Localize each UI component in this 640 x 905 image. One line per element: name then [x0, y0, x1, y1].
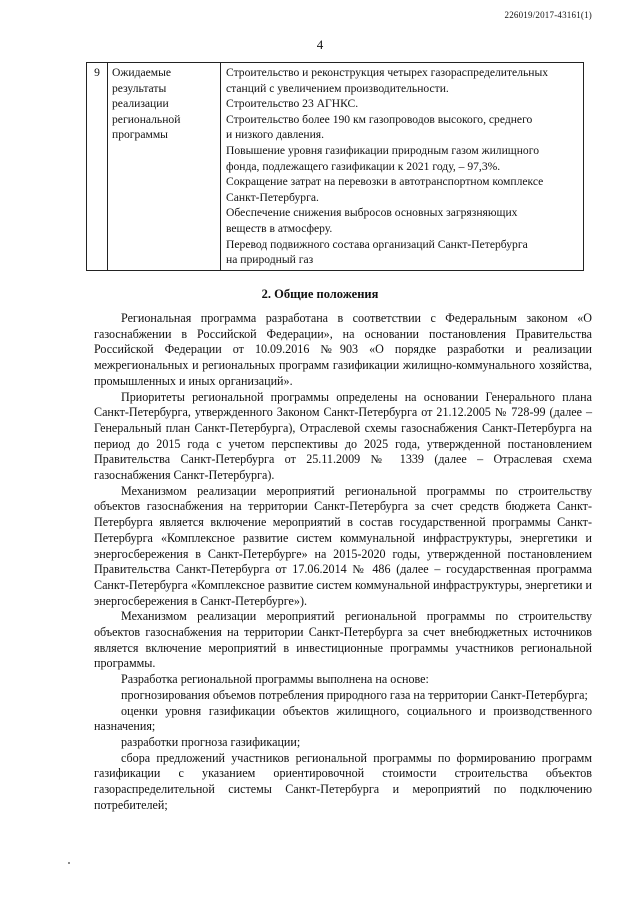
table-row [87, 63, 584, 271]
row-content [221, 63, 584, 271]
paragraph: прогнозирования объемов потребления природного газа на территории Санкт-Петербурга; [121, 687, 588, 702]
content-line: станций с увеличением производительности. [226, 81, 449, 95]
document-id: 226019/2017-43161(1) [504, 10, 592, 20]
results-table [86, 62, 584, 271]
paragraph: разработки прогноза газификации; [121, 734, 301, 749]
label-line: программы [112, 128, 168, 142]
section-body [94, 311, 592, 814]
paragraph: Региональная программа разработана в соответствии с Федеральным законом «О газоснабжении в Российской Федерации», на основании постановления Правительства Российской Федерации от 10.09.2016 №903 «О порядке разработки и реализации межрегиональных и региональных программ газификации жилищно-коммунального хозяйства, промышленных и иных организаций». [94, 311, 592, 388]
paragraph: Механизмом реализации мероприятий региональной программы по строительству объектов газоснабжения на территории Санкт-Петербурга за счет средств бюджета Санкт-Петербурга является включение мероприятий в состав государственной программы Санкт-Петербурга «Комплексное развитие систем коммунальной инфраструктуры, энергетики и энергосбережения в Санкт-Петербурге» на 2015-2020 годы, утвержденной постановлением Правительства Санкт-Петербурга от 17.06.2014 № 486 (далее – государственная программа Санкт-Петербурга «Комплексное развитие систем коммунальной инфраструктуры, энергетики и энергосбережения в Санкт-Петербурге»). [94, 483, 592, 608]
label-line: реализации [112, 97, 169, 111]
content-line: Строительство 23 АГНКС. [226, 97, 359, 111]
page-number: 4 [316, 37, 324, 52]
content-line: Обеспечение снижения выбросов основных загрязняющих [226, 206, 518, 220]
paragraph: оценки уровня газификации объектов жилищного, социального и производственного назначения; [94, 703, 592, 734]
scan-speck [68, 862, 70, 864]
row-label [108, 63, 221, 271]
content-line: и низкого давления. [226, 128, 325, 142]
content-line: Санкт-Петербурга. [226, 190, 319, 204]
content-line: на природный газ [226, 253, 314, 267]
paragraph: сбора предложений участников региональной программы по формированию программ газификации с указанием ориентировочной стоимости строительства объектов газораспределительной системы Санкт-Петербурга и мероприятий по подключению потребителей; [94, 750, 592, 812]
content-line: Сокращение затрат на перевозки в автотранспортном комплексе [226, 175, 544, 189]
row-number: 9 [87, 63, 108, 271]
paragraph: Механизмом реализации мероприятий региональной программы по строительству объектов газоснабжения на территории Санкт-Петербурга за счет внебюджетных источников является включение мероприятий в инвестиционные программы участников региональной программы. [94, 609, 592, 671]
paragraph: Приоритеты региональной программы определены на основании Генерального плана Санкт-Петербурга, утвержденного Законом Санкт-Петербурга от 21.12.2005 № 728-99 (далее – Генеральный план Санкт-Петербурга), Отраслевой схемы газоснабжения Санкт-Петербурга на период до 2015 года с учетом перспективы до 2025 года, утвержденной постановлением Правительства Санкт-Петербурга от 25.11.2009 № 1339 (далее – Отраслевая схема газоснабжения Санкт-Петербурга). [94, 389, 592, 483]
content-line: веществ в атмосферу. [226, 221, 333, 235]
content-line: фонда, подлежащего газификации к 2021 году, – 97,3%. [226, 159, 501, 173]
section-heading: 2. Общие положения [261, 287, 379, 301]
content-line: Перевод подвижного состава организаций Санкт-Петербурга [226, 237, 528, 251]
content-line: Повышение уровня газификации природным газом жилищного [226, 143, 539, 157]
content-line: Строительство более 190 км газопроводов высокого, среднего [226, 112, 533, 126]
label-line: региональной [112, 112, 181, 126]
label-line: результаты [112, 81, 167, 95]
label-line: Ожидаемые [112, 66, 172, 79]
content-line: Строительство и реконструкция четырех газораспределительных [226, 66, 549, 79]
paragraph: Разработка региональной программы выполнена на основе: [121, 672, 429, 687]
